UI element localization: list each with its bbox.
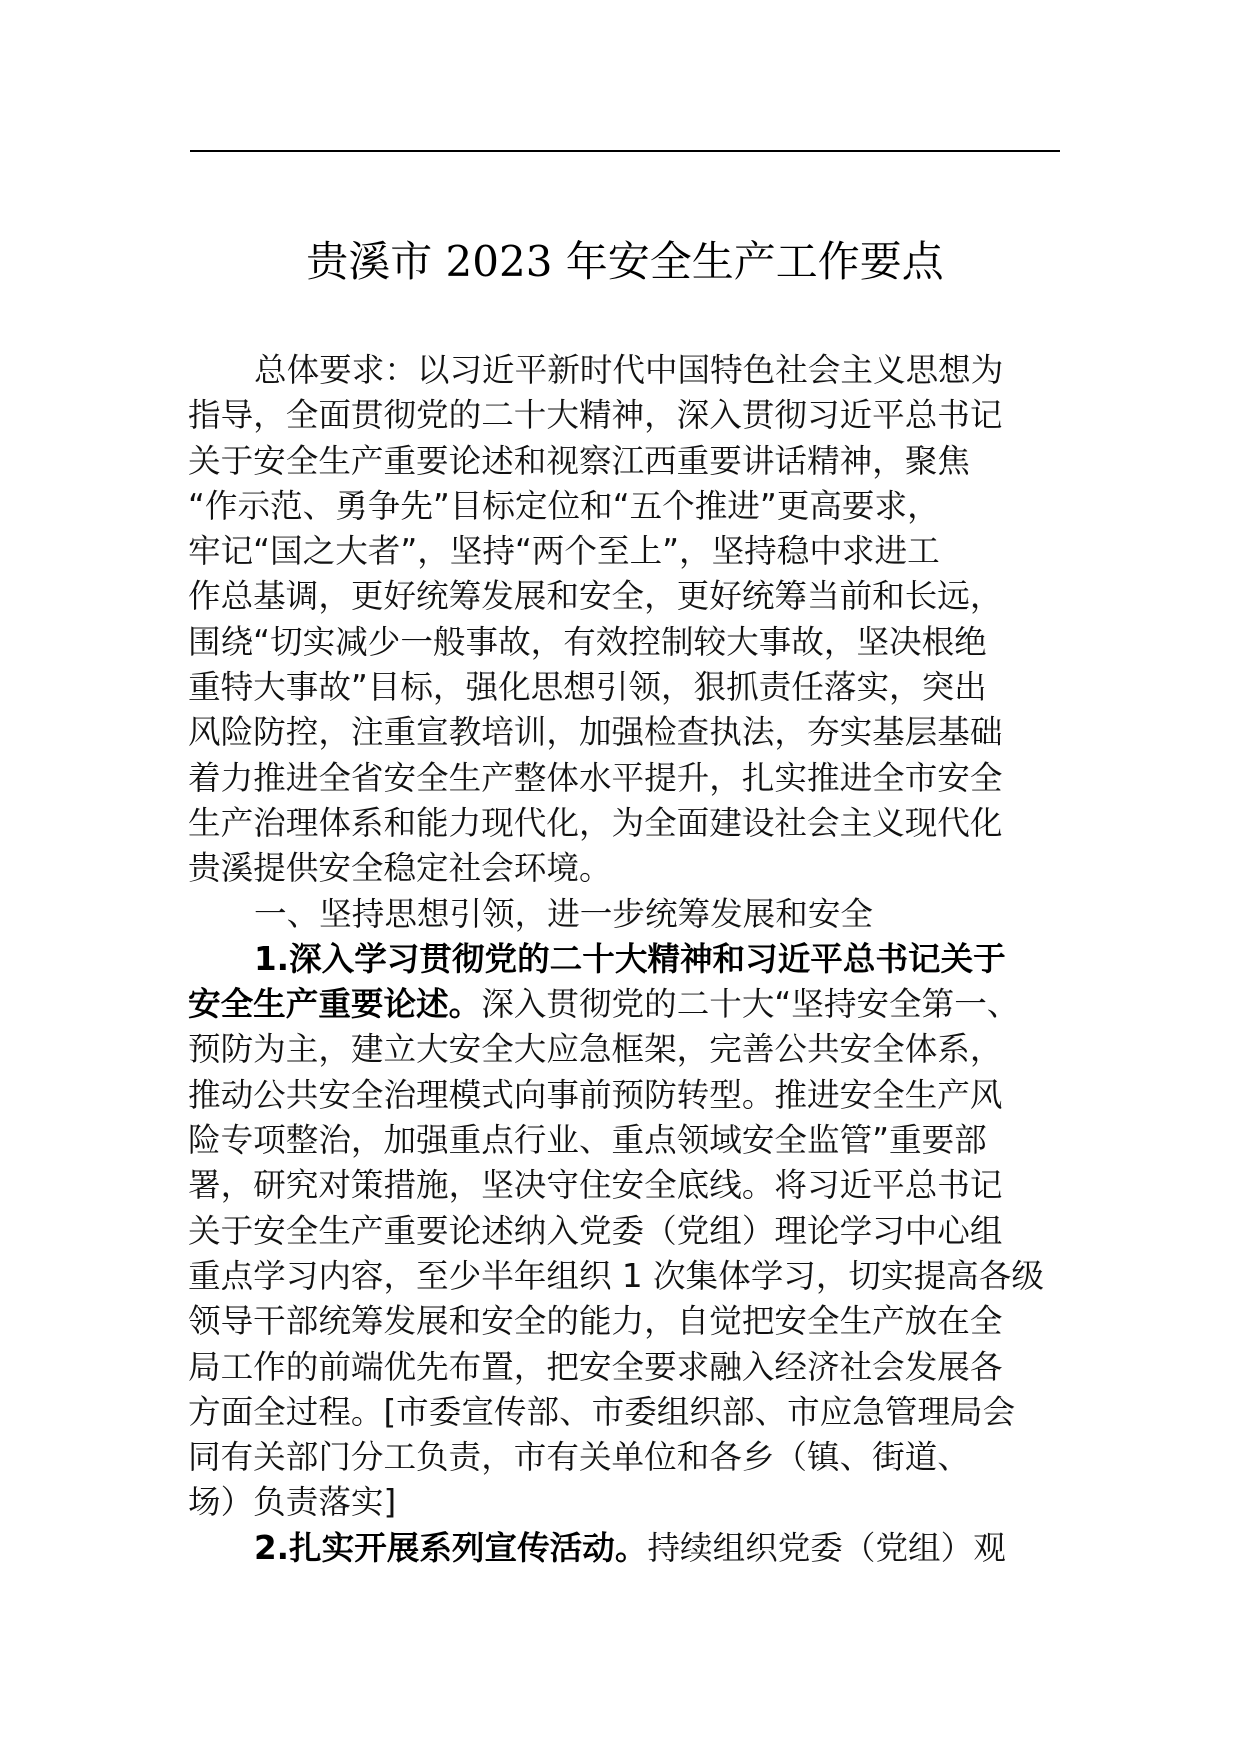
body-text-run: 场）负责落实] [188, 1483, 397, 1522]
text-line [188, 665, 1058, 710]
text-line [188, 710, 1058, 755]
text-line [188, 756, 1058, 801]
header-rule [190, 150, 1060, 152]
body-text-run: 牢记“国之大者”，坚持“两个至上”，坚持稳中求进工 [188, 532, 940, 571]
text-line [188, 801, 1058, 846]
body-text-run: 指导，全面贯彻党的二十大精神，深入贯彻习近平总书记 [188, 396, 1003, 435]
body-text-run: 关于安全生产重要论述和视察江西重要讲话精神，聚焦 [188, 441, 970, 480]
text-line [188, 846, 1058, 891]
text-line [188, 1118, 1058, 1163]
body-text-run: 持续组织党委（党组）观 [647, 1528, 1006, 1567]
body-text-run: 总体要求：以习近平新时代中国特色社会主义思想为 [254, 351, 1004, 389]
body-text-run: 一、坚持思想引领，进一步统筹发展和安全 [254, 894, 873, 933]
body-text-run: 预防为主，建立大安全大应急框架，完善公共安全体系， [188, 1030, 1003, 1069]
text-line [188, 1299, 1058, 1344]
text-line [188, 1073, 1058, 1118]
body-text-run: 着力推进全省安全生产整体水平提升，扎实推进全市安全 [188, 758, 1003, 797]
text-line [188, 574, 1058, 619]
text-line [188, 1163, 1058, 1208]
document-body [188, 348, 1058, 1571]
bold-heading-text: 2.扎实开展系列宣传活动。 [254, 1528, 648, 1567]
body-text-run: 重点学习内容，至少半年组织 1 次集体学习，切实提高各级 [188, 1256, 1044, 1295]
text-line [188, 620, 1058, 665]
text-line [188, 1480, 1058, 1525]
body-text-run: 同有关部门分工负责，市有关单位和各乡（镇、街道、 [188, 1438, 970, 1477]
text-line [188, 1209, 1058, 1254]
text-line [188, 1435, 1058, 1480]
text-line [188, 439, 1058, 484]
body-text-run: 贵溪提供安全稳定社会环境。 [188, 849, 612, 888]
body-text-run: 险专项整治，加强重点行业、重点领域安全监管”重要部 [188, 1121, 987, 1160]
text-line [188, 484, 1058, 529]
text-line [188, 1526, 1058, 1571]
text-line [188, 529, 1058, 574]
body-text-run: 作总基调，更好统筹发展和安全，更好统筹当前和长远， [188, 577, 1003, 616]
text-line [188, 348, 1058, 393]
text-line [188, 1254, 1058, 1299]
body-text-run: 生产治理体系和能力现代化，为全面建设社会主义现代化 [188, 803, 1003, 842]
body-text-run: 关于安全生产重要论述纳入党委（党组）理论学习中心组 [188, 1211, 1003, 1250]
body-text-run: 领导干部统筹发展和安全的能力，自觉把安全生产放在全 [188, 1302, 1003, 1341]
body-text-run: 方面全过程。[市委宣传部、市委组织部、市应急管理局会 [188, 1392, 1016, 1431]
document-title: 贵溪市 2023 年安全生产工作要点 [306, 237, 944, 286]
body-text-run: 局工作的前端优先布置，把安全要求融入经济社会发展各 [188, 1347, 1003, 1386]
text-line [188, 982, 1058, 1027]
text-line [188, 1027, 1058, 1072]
body-text-run: 围绕“切实减少一般事故，有效控制较大事故，坚决根绝 [188, 622, 987, 661]
body-text-run: 重特大事故”目标，强化思想引领，狠抓责任落实，突出 [188, 668, 987, 707]
text-line [188, 892, 1058, 937]
text-line [188, 1345, 1058, 1390]
body-text-run: “作示范、勇争先”目标定位和“五个推进”更高要求， [188, 486, 940, 525]
body-text-run: 深入贯彻党的二十大“坚持安全第一、 [481, 985, 1020, 1024]
bold-heading-text: 安全生产重要论述。 [188, 985, 482, 1024]
body-text-run: 风险防控，注重宣教培训，加强检查执法，夯实基层基础 [188, 713, 1003, 752]
text-line [188, 937, 1058, 982]
bold-heading-text: 1.深入学习贯彻党的二十大精神和习近平总书记关于 [254, 939, 1006, 978]
text-line [188, 1390, 1058, 1435]
body-text-run: 署，研究对策措施，坚决守住安全底线。将习近平总书记 [188, 1166, 1003, 1205]
text-line [188, 393, 1058, 438]
body-text-run: 推动公共安全治理模式向事前预防转型。推进安全生产风 [188, 1075, 1003, 1114]
